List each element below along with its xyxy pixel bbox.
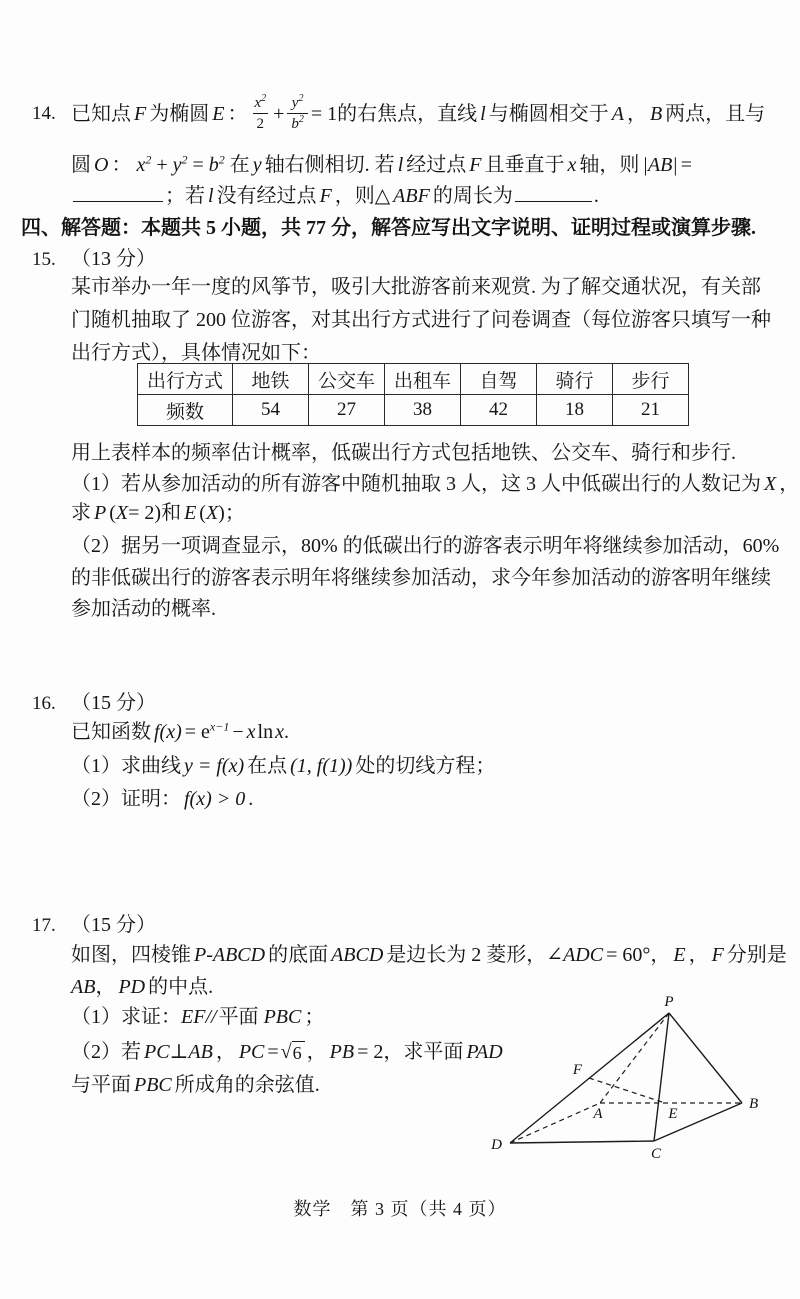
- var-l: l: [480, 103, 486, 125]
- plus-sign: +: [273, 103, 285, 125]
- equals-two: = 2: [357, 1041, 384, 1063]
- math-PBC: PBC: [134, 1074, 172, 1096]
- table-header-cell: 步行: [613, 364, 689, 395]
- math-PC: PC: [144, 1041, 170, 1063]
- vertex-label-p: P: [664, 994, 674, 1010]
- question-14-number: 14.: [32, 103, 56, 124]
- table-cell: 38: [385, 395, 461, 426]
- math-y2: $y^2$: [172, 152, 188, 176]
- math-equals-e: = e: [184, 721, 210, 743]
- plus-sign: +: [156, 154, 168, 176]
- paragraph-line: 的非低碳出行的游客表示明年将继续参加活动，求今年参加活动的游客明年继续: [71, 566, 771, 589]
- paragraph-line: 某市举办一年一度的风筝节，吸引大批游客前来观赏. 为了解交通状况，有关部: [71, 276, 761, 298]
- math-y-equals-fx: y = f(x): [184, 755, 245, 777]
- table-header-cell: 出行方式: [138, 364, 233, 395]
- var-F: F: [319, 185, 332, 207]
- q14-text: 为椭圆: [149, 103, 210, 125]
- question-15-part1-line1: （1）若从参加活动的所有游客中随机抽取 3 人，这 3 人中低碳出行的人数记为 X ，: [71, 473, 800, 495]
- math-PB: PB: [329, 1041, 355, 1063]
- edge-cb: [654, 1103, 742, 1141]
- question-16-function-def: 已知函数 $f(x) = e^{x-1} - x$ ln x.: [71, 719, 289, 743]
- table-row-label: 频数: [138, 395, 233, 426]
- pyramid-figure: [468, 993, 780, 1165]
- math-PC: PC: [238, 1041, 265, 1063]
- paragraph-line: （2）据另一项调查显示，80% 的低碳出行的游客表示明年将继续参加活动，60%: [71, 535, 780, 557]
- frequency-table: [137, 363, 689, 426]
- math-angle-ADC: ADC: [563, 944, 604, 966]
- vertex-label-a: A: [593, 1106, 603, 1122]
- math-fx: f(x): [154, 721, 182, 743]
- var-F: F: [711, 944, 724, 966]
- table-cell: 42: [461, 395, 537, 426]
- math-b2: $b^2$: [208, 152, 225, 176]
- var-x: x: [246, 721, 256, 743]
- vertex-label-c: C: [650, 1146, 662, 1162]
- math-abs-AB: |AB|: [642, 154, 678, 176]
- answer-blank-2: [515, 182, 592, 202]
- edge-da-hidden: [510, 1103, 600, 1143]
- question-17-line1: 如图，四棱锥 P-ABCD 的底面 ABCD 是边长为 2 菱形，∠ADC = 60°， E ， F 分别是: [71, 944, 787, 966]
- q14-text: 与椭圆相交于: [488, 103, 609, 125]
- table-cell: 27: [309, 395, 385, 426]
- paragraph-line: 出行方式），具体情况如下：: [71, 342, 321, 364]
- table-value-row: [138, 395, 689, 426]
- var-y: y: [252, 154, 262, 176]
- vertex-label-d: D: [491, 1137, 502, 1153]
- q14-text: ：: [227, 103, 248, 125]
- parallel-sign: //: [205, 1006, 217, 1028]
- question-17-number: 17.: [32, 915, 56, 936]
- math-AB: AB: [71, 976, 96, 998]
- var-X: X: [764, 473, 777, 495]
- var-x: x: [275, 721, 284, 743]
- var-F: F: [134, 103, 147, 125]
- answer-blank-1: [73, 182, 163, 202]
- question-16-score: （15 分）: [71, 692, 156, 714]
- table-header-cell: 地铁: [233, 364, 309, 395]
- var-E: E: [212, 103, 225, 125]
- page-footer: 数学 第 3 页（共 4 页）: [293, 1199, 507, 1219]
- question-17-heading: [32, 910, 156, 941]
- table-cell: 21: [613, 395, 689, 426]
- question-16-number: 16.: [32, 693, 56, 714]
- var-B: B: [649, 103, 663, 125]
- math-PD: PD: [118, 976, 146, 998]
- question-17-part2-line2: 与平面 PBC 所成角的余弦值.: [71, 1074, 320, 1096]
- math-AB: AB: [188, 1041, 213, 1063]
- edge-pb: [669, 1013, 742, 1103]
- question-14-line-1: [32, 84, 765, 144]
- question-16-part2: （2）证明： f(x) > 0 .: [71, 788, 254, 810]
- var-E: E: [184, 502, 197, 524]
- math-EF: EF: [181, 1006, 206, 1028]
- fraction-y2-over-b2: $\frac{y^2}{b^2}$: [287, 95, 308, 134]
- math-P-ABCD: P-ABCD: [194, 944, 266, 966]
- question-16-part1: （1）求曲线 y = f(x) 在点 (1, f(1)) 处的切线方程；: [71, 755, 496, 777]
- vertex-label-b: B: [749, 1096, 759, 1112]
- minus-sign: −: [232, 721, 244, 743]
- q14-text: 的右焦点，直线: [337, 103, 478, 125]
- perpendicular-sign: ⊥: [169, 1041, 189, 1063]
- question-15-part1-line2: 求 P (X= 2)和 E (X)；: [71, 502, 245, 524]
- equals-sign: =: [267, 1041, 279, 1063]
- table-header-cell: 骑行: [537, 364, 613, 395]
- vertex-label-e: E: [668, 1106, 678, 1122]
- question-14-line-2: 圆 O ： $x^2 + y^2 = b^2$ 在 y 轴右侧相切. 若 l 经过点 F 且垂直于 x 轴，则 |AB| =: [71, 152, 693, 176]
- table-cell: 54: [233, 395, 309, 426]
- edge-pc: [654, 1013, 669, 1141]
- question-15-note: 用上表样本的频率估计概率，低碳出行方式包括地铁、公交车、骑行和步行.: [71, 442, 736, 464]
- table-header-row: [138, 364, 689, 395]
- math-PBC: PBC: [263, 1006, 302, 1028]
- q14-text: 已知点: [71, 103, 131, 125]
- var-l: l: [397, 154, 404, 176]
- question-17-part2-line1: （2）若 PC⊥AB ， PC = √ 6 ， PB = 2，求平面 PAD: [71, 1041, 503, 1063]
- var-P: P: [94, 502, 107, 524]
- math-fx-positive: f(x) > 0: [184, 788, 246, 810]
- math-triangle-ABF: ABF: [393, 185, 430, 207]
- question-16-heading: [32, 688, 156, 719]
- paragraph-line: 门随机抽取了 200 位游客，对其出行方式进行了问卷调查（每位游客只填写一种: [71, 309, 771, 331]
- var-l: l: [208, 185, 214, 207]
- math-exponent: x−1: [209, 719, 230, 734]
- question-15-score: （13 分）: [71, 248, 156, 270]
- question-17-part1: （1）求证：EF// 平面 PBC ；: [71, 1006, 325, 1028]
- q14-text: 两点，且与: [665, 103, 766, 125]
- table-cell: 18: [537, 395, 613, 426]
- var-X: X: [115, 502, 129, 524]
- q14-text: ，: [626, 103, 647, 125]
- question-14-line-3: ；若 l 没有经过点 F ，则△ ABF 的周长为 .: [71, 181, 599, 211]
- var-A: A: [611, 103, 624, 125]
- vertex-label-f: F: [572, 1062, 582, 1078]
- equals-sign: =: [192, 154, 204, 176]
- question-17-line2: AB， PD 的中点.: [71, 976, 214, 998]
- var-x: x: [567, 154, 577, 176]
- table-header-cell: 公交车: [309, 364, 385, 395]
- math-PAD: PAD: [466, 1041, 503, 1063]
- question-15-part2: [71, 531, 779, 626]
- var-X: X: [205, 502, 219, 524]
- math-ABCD: ABCD: [331, 944, 384, 966]
- question-17-score: （15 分）: [71, 914, 156, 936]
- math-point-1-f1: (1, f(1)): [290, 755, 353, 777]
- edge-dc: [510, 1141, 654, 1143]
- var-E: E: [673, 944, 686, 966]
- equals-one: = 1: [310, 103, 338, 125]
- table-header-cell: 自驾: [461, 364, 537, 395]
- section-4-heading: 四、解答题：本题共 5 小题，共 77 分，解答应写出文字说明、证明过程或演算步骤.: [21, 217, 756, 239]
- table-header-cell: 出租车: [385, 364, 461, 395]
- sqrt-6: √ 6: [281, 1041, 305, 1065]
- var-O: O: [94, 154, 109, 176]
- ln-operator: ln: [257, 721, 274, 743]
- fraction-x2-over-2: $\frac{x^2}{2}$: [254, 92, 267, 132]
- edge-pa-hidden: [600, 1013, 669, 1103]
- segment-ef-hidden: [589, 1078, 665, 1103]
- question-15-number: 15.: [32, 249, 56, 270]
- math-x2: $x^2$: [136, 152, 152, 176]
- paragraph-line: 参加活动的概率.: [71, 598, 216, 620]
- var-F: F: [469, 154, 482, 176]
- question-15-intro-paragraph: [71, 271, 771, 370]
